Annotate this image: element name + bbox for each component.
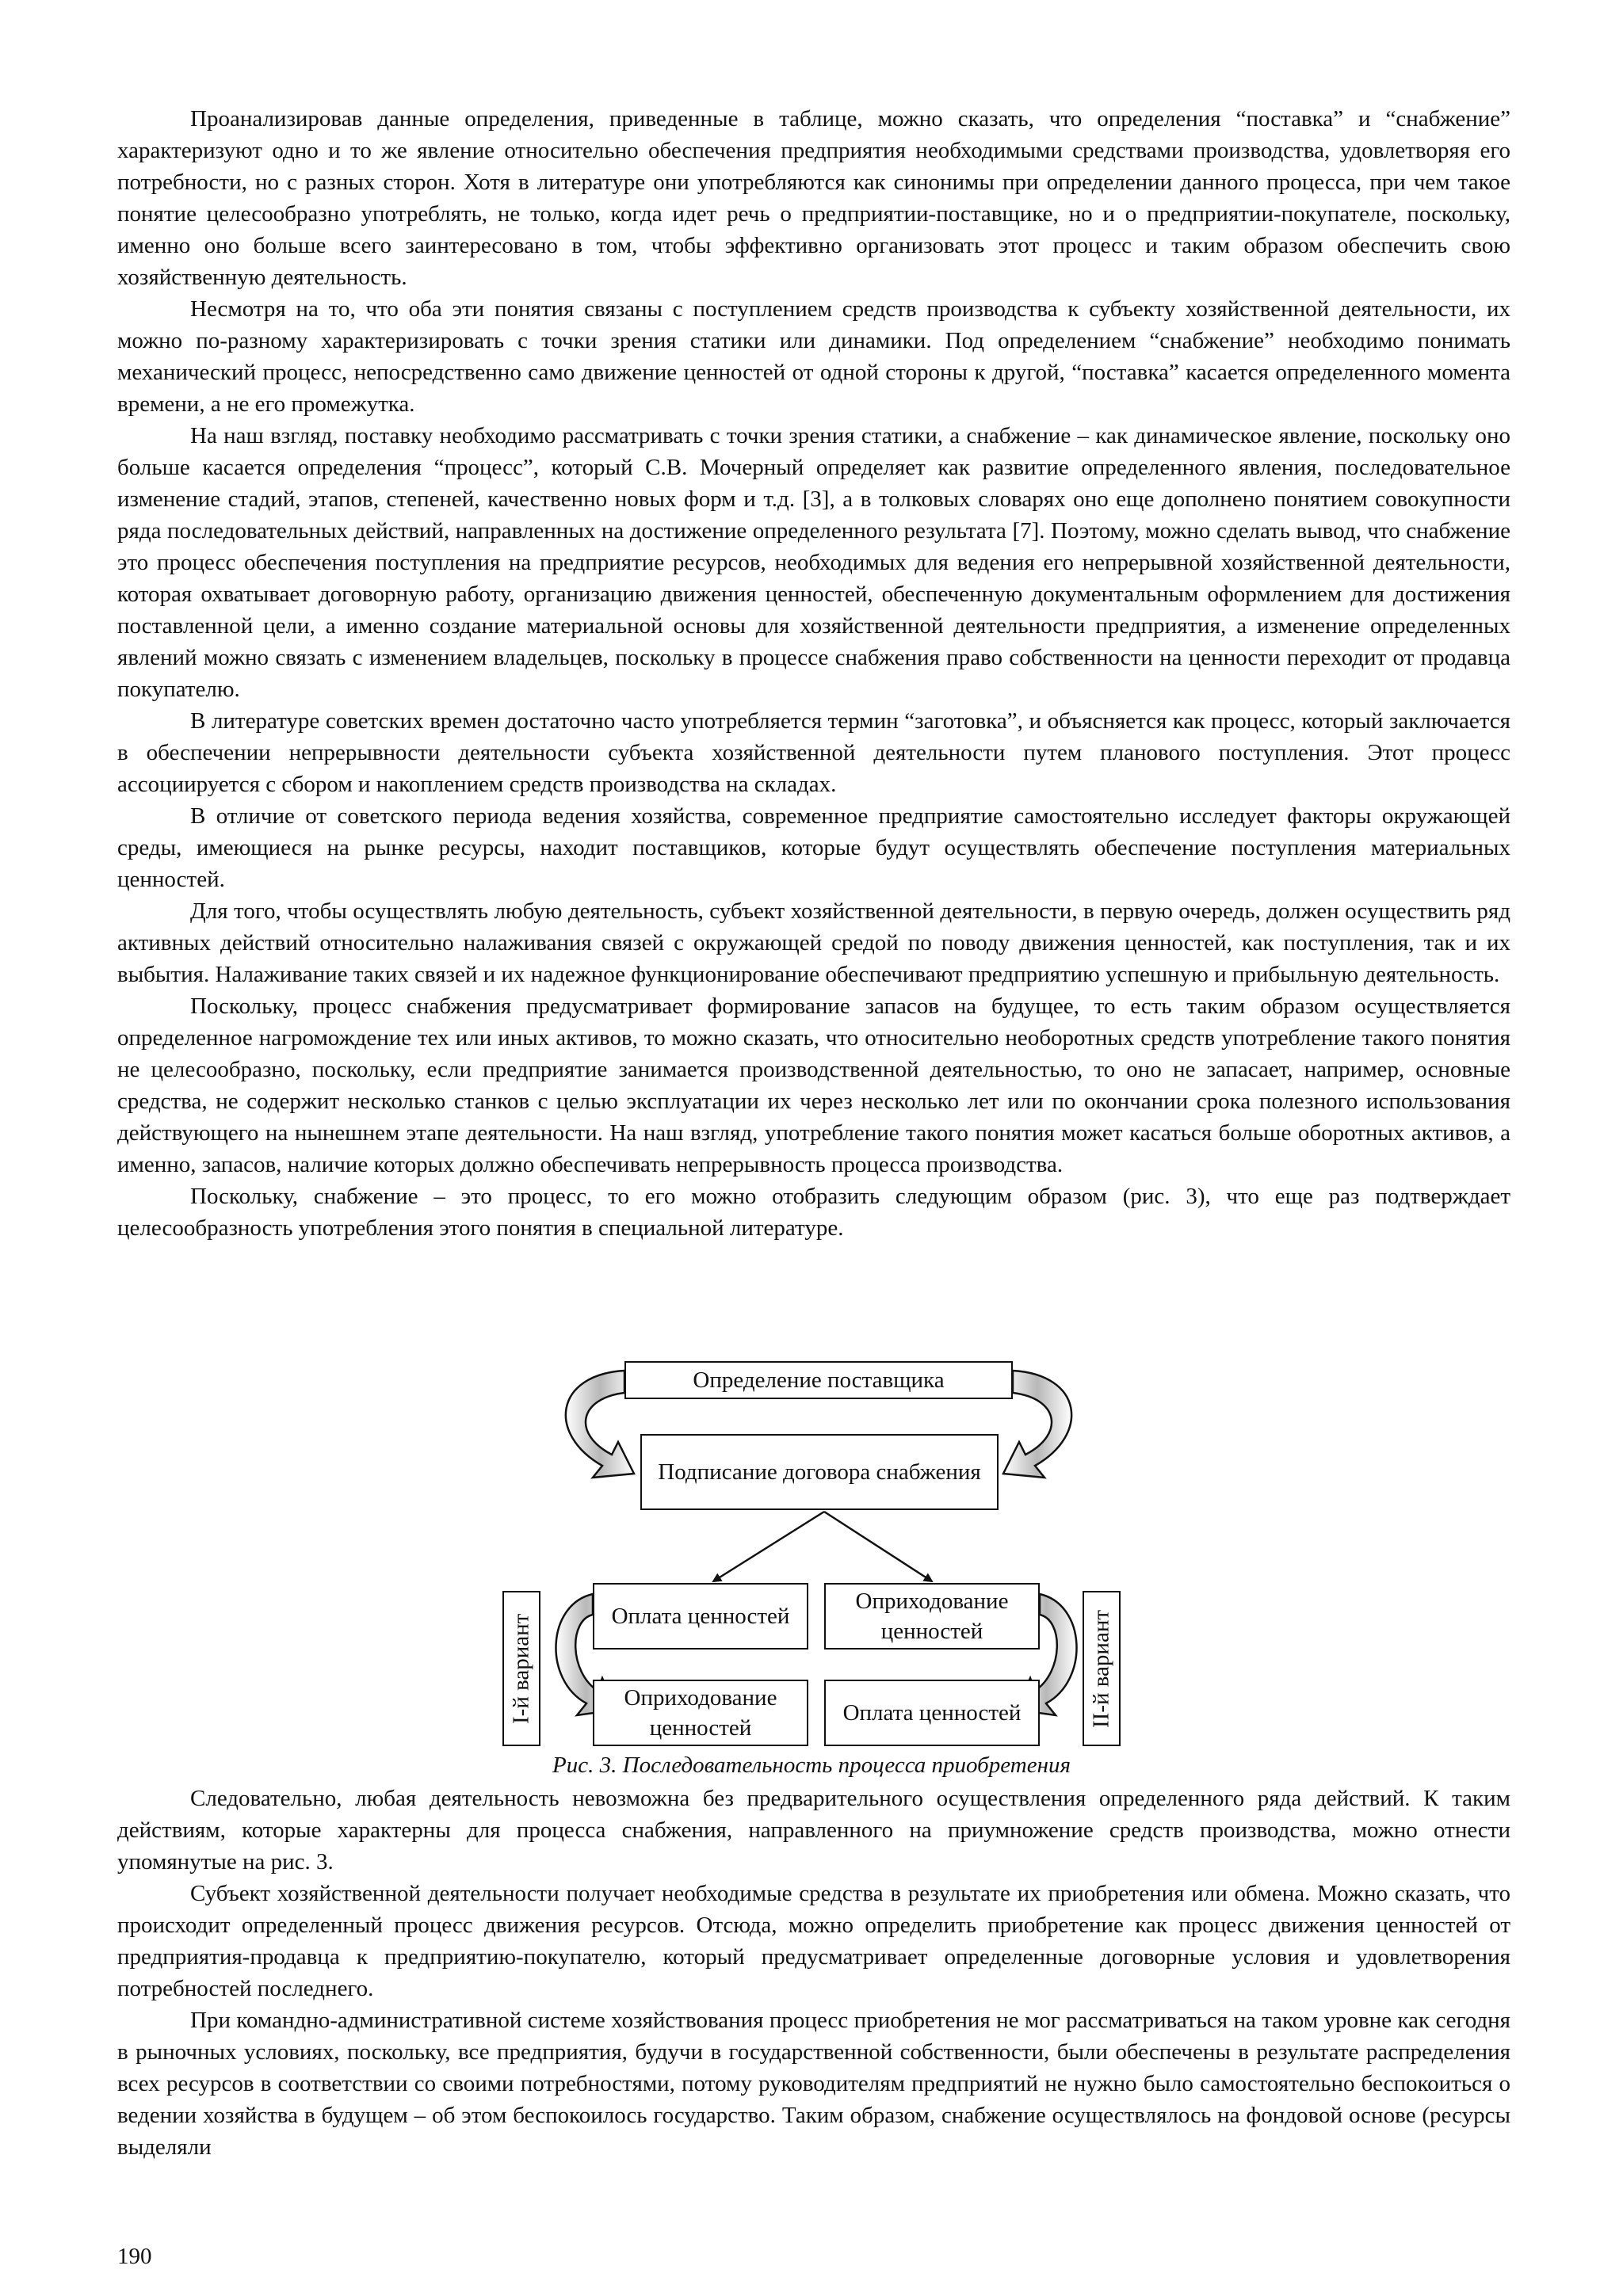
body-text-top <box>117 103 1510 1244</box>
label-variant-1: І-й вариант <box>502 1591 540 1746</box>
label-variant-2: ІІ-й вариант <box>1083 1591 1121 1746</box>
paragraph: При командно-административной системе хозяйствования процесс приобретения не мог рассматриваться на таком уровне как сегодня в рыночных условиях, поскольку, все предприятия, будучи в государственной собственности, были обеспечены в результате распределения всех ресурсов в соответствии со своими потребностями, потому руководителям предприятий не нужно было самостоятельно беспокоиться о ведении хозяйства в будущем – об этом беспокоилось государство. Таким образом, снабжение осуществлялось на фондовой основе (ресурсы выделяли <box>117 2008 1510 2160</box>
arrow-to-receive-right <box>824 1512 932 1581</box>
box-pay-variant-1: Оплата ценностей <box>593 1583 808 1650</box>
figure-caption: Рис. 3. Последовательность процесса приобретения <box>552 1753 1071 1778</box>
arrow-to-pay-left <box>713 1512 824 1581</box>
box-sign-contract: Подписание договора снабжения <box>640 1434 999 1510</box>
body-text-bottom <box>117 1783 1510 2163</box>
box-receive-variant-2: Оприходование ценностей <box>824 1583 1040 1650</box>
paragraph: Субъект хозяйственной деятельности получает необходимые средства в результате их приобретения или обмена. Можно сказать, что происходит определенный процесс движения ресурсов. Отсюда, можно определить приобретение как процесс движения ценностей от предприятия-продавца к предприятию-покупателю, который предусматривает определенные договорные условия и удовлетворения потребностей последнего. <box>117 1881 1510 2001</box>
process-diagram <box>0 1347 1623 1751</box>
page-number: 190 <box>117 2244 152 2269</box>
paragraph: Поскольку, снабжение – это процесс, то его можно отобразить следующим образом (рис. 3), что еще раз подтверждает целесообразность употребления этого понятия в специальной литературе. <box>117 1184 1510 1241</box>
box-pay-variant-2: Оплата ценностей <box>824 1680 1040 1746</box>
paragraph: В литературе советских времен достаточно часто употребляется термин “заготовка”, и объясняется как процесс, который заключается в обеспечении непрерывности деятельности субъекта хозяйственной деятельности путем планового поступления. Этот процесс ассоциируется с сбором и накоплением средств производства на складах. <box>117 708 1510 797</box>
paragraph: На наш взгляд, поставку необходимо рассматривать с точки зрения статики, а снабжение – как динамическое явление, поскольку оно больше касается определения “процесс”, который С.В. Мочерный определяет как развитие определенного явления, последовательное изменение стадий, этапов, степеней, качественно новых форм и т.д. [3], а в толковых словарях оно еще дополнено понятием совокупности ряда последовательных действий, направленных на достижение определенного результата [7]. Поэтому, можно сделать вывод, что снабжение это процесс обеспечения поступления на предприятие ресурсов, необходимых для ведения его непрерывной хозяйственной деятельности, которая охватывает договорную работу, организацию движения ценностей, обеспеченную документальным оформлением для достижения поставленной цели, а именно создание материальной основы для хозяйственной деятельности предприятия, а изменение определенных явлений можно связать с изменением владельцев, поскольку в процессе снабжения право собственности на ценности переходит от продавца покупателю. <box>117 423 1510 702</box>
paragraph: Несмотря на то, что оба эти понятия связаны с поступлением средств производства к субъекту хозяйственной деятельности, их можно по-разному характеризировать с точки зрения статики или динамики. Под определением “снабжение” необходимо понимать механический процесс, непосредственно само движение ценностей от одной стороны к другой, “поставка” касается определенного момента времени, а не его промежутка. <box>117 296 1510 417</box>
paragraph: Проанализировав данные определения, приведенные в таблице, можно сказать, что определения “поставка” и “снабжение” характеризуют одно и то же явление относительно обеспечения предприятия необходимыми средствами производства, удовлетворяя его потребности, но с разных сторон. Хотя в литературе они употребляются как синонимы при определении данного процесса, при чем такое понятие целесообразно употреблять, не только, когда идет речь о предприятии-поставщике, но и о предприятии-покупателе, поскольку, именно оно больше всего заинтересовано в том, чтобы эффективно организовать этот процесс и таким образом обеспечить свою хозяйственную деятельность. <box>117 106 1510 290</box>
paragraph: Поскольку, процесс снабжения предусматривает формирование запасов на будущее, то есть таким образом осуществляется определенное нагромождение тех или иных активов, то можно сказать, что относительно необоротных средств употребление такого понятия не целесообразно, поскольку, если предприятие занимается производственной деятельностью, то оно не запасает, например, основные средства, не содержит несколько станков с целью эксплуатации их через несколько лет или по окончании срока полезного использования действующего на нынешнем этапе деятельности. На наш взгляд, употребление такого понятия может касаться больше оборотных активов, а именно, запасов, наличие которых должно обеспечивать непрерывность процесса производства. <box>117 994 1510 1177</box>
paragraph: В отличие от советского периода ведения хозяйства, современное предприятие самостоятельно исследует факторы окружающей среды, имеющиеся на рынке ресурсы, находит поставщиков, которые будут осуществлять обеспечение поступления материальных ценностей. <box>117 803 1510 892</box>
box-receive-variant-1: Оприходование ценностей <box>593 1680 808 1746</box>
curved-arrow-top-right <box>1003 1371 1071 1478</box>
paragraph: Следовательно, любая деятельность невозможна без предварительного осуществления определенного ряда действий. К таким действиям, которые характерны для процесса снабжения, направленного на приумножение средств производства, можно отнести упомянутые на рис. 3. <box>117 1786 1510 1875</box>
paragraph: Для того, чтобы осуществлять любую деятельность, субъект хозяйственной деятельности, в первую очередь, должен осуществить ряд активных действий относительно налаживания связей с окружающей средой по поводу движения ценностей, как поступления, так и их выбытия. Налаживание таких связей и их надежное функционирование обеспечивают предприятию успешную и прибыльную деятельность. <box>117 898 1510 987</box>
diagram-connectors <box>0 1347 1623 1751</box>
box-define-supplier: Определение поставщика <box>624 1361 1013 1399</box>
